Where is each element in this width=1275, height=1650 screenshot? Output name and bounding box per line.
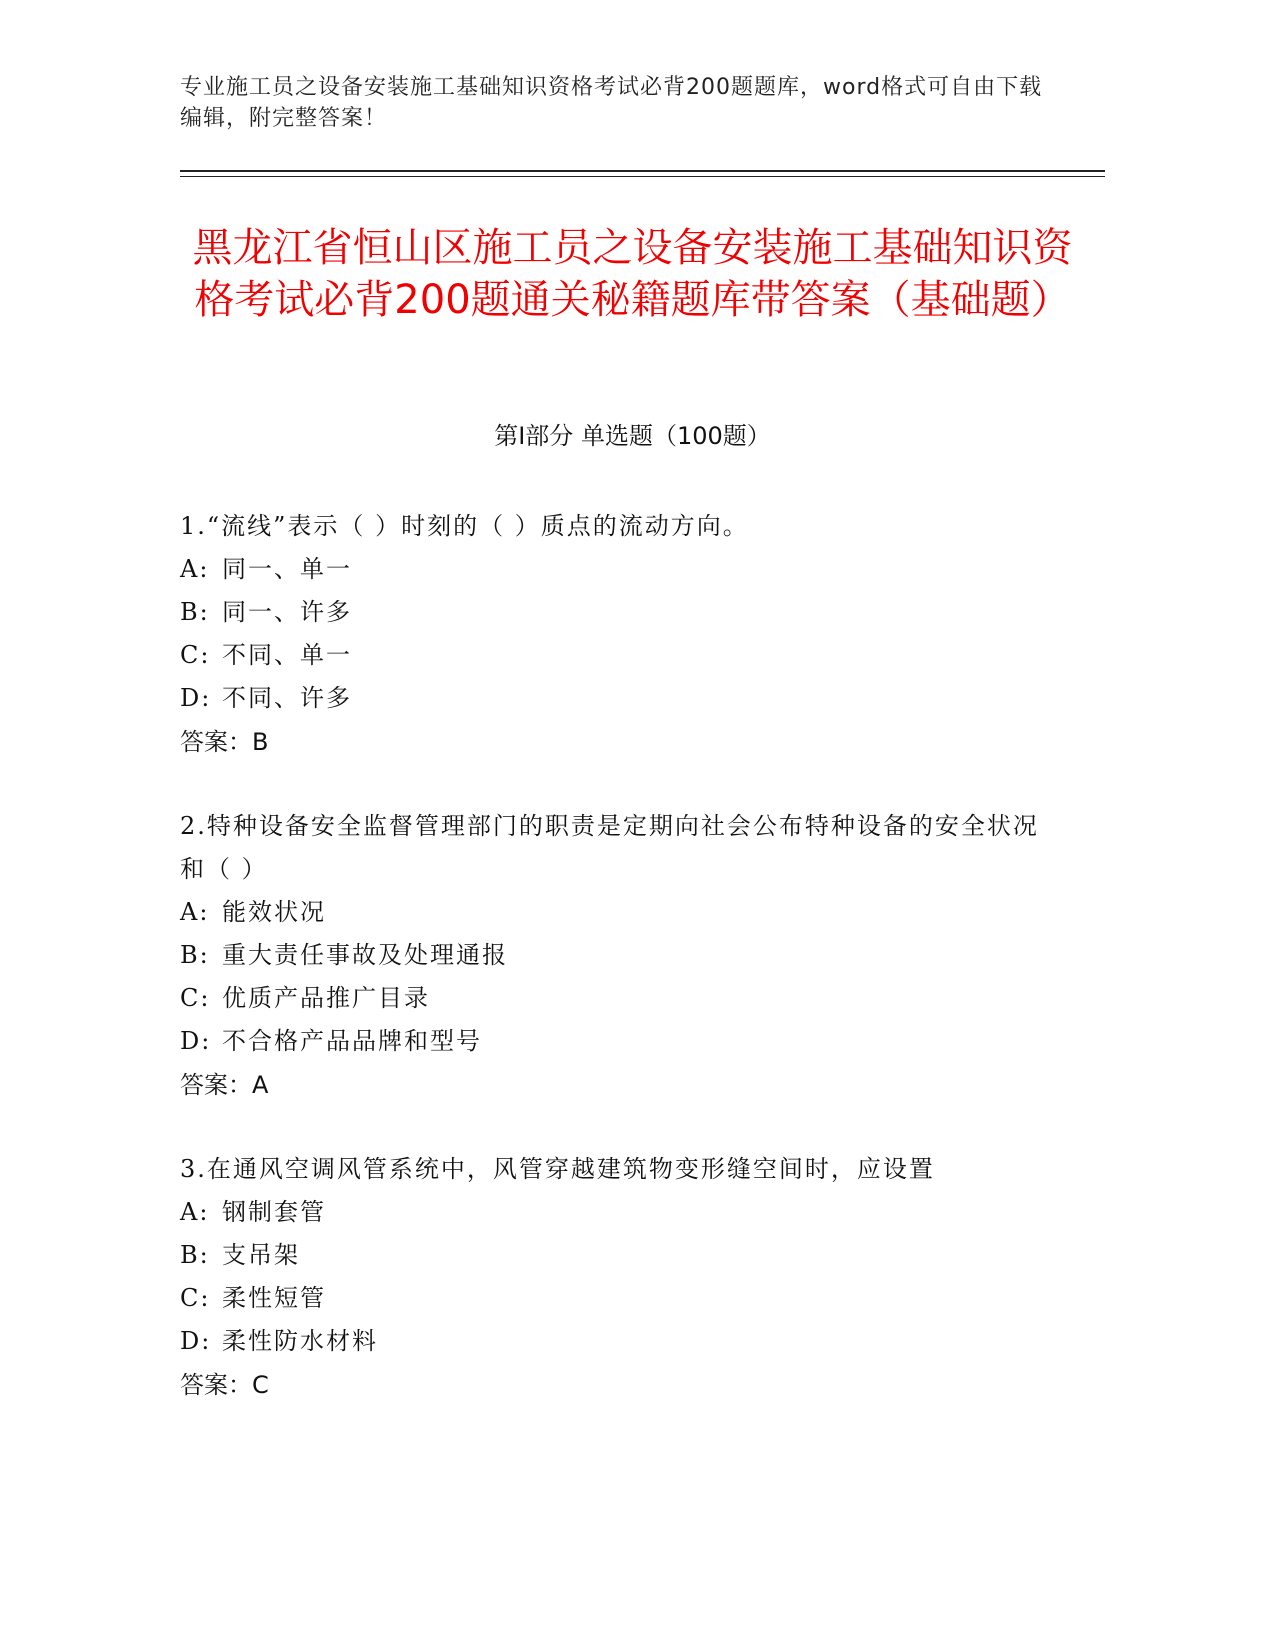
option-key: B: (180, 941, 210, 969)
answer-line: 答案：A (180, 1071, 269, 1099)
option-text: 不合格产品品牌和型号 (222, 1027, 482, 1055)
option-a (180, 891, 1040, 934)
answer-line: 答案：B (180, 728, 269, 756)
option-text: 同一、许多 (222, 598, 352, 626)
option-c (180, 977, 1040, 1020)
option-d (180, 1020, 1040, 1063)
option-text: 支吊架 (222, 1241, 300, 1269)
option-text: 同一、单一 (222, 555, 352, 583)
option-key: C: (180, 641, 211, 669)
option-key: D: (180, 684, 212, 712)
question-stem: 3.在通风空调风管系统中，风管穿越建筑物变形缝空间时，应设置 (180, 1155, 935, 1183)
option-d (180, 1320, 1040, 1363)
option-key: A: (180, 555, 210, 583)
section-heading: 第I部分 单选题（100题） (494, 422, 771, 450)
question-1 (180, 505, 1040, 765)
option-text: 钢制套管 (222, 1198, 326, 1226)
option-c (180, 1277, 1040, 1320)
option-text: 柔性防水材料 (222, 1327, 378, 1355)
option-c (180, 634, 1040, 677)
header-note: 专业施工员之设备安装施工基础知识资格考试必背200题题库，word格式可自由下载编辑，附完整答案！ (180, 75, 1043, 131)
question-stem: 1.“流线”表示（ ）时刻的（ ）质点的流动方向。 (180, 512, 749, 540)
option-d (180, 677, 1040, 720)
option-a (180, 1191, 1040, 1234)
option-key: D: (180, 1327, 212, 1355)
option-text: 不同、单一 (222, 641, 352, 669)
option-text: 柔性短管 (222, 1284, 326, 1312)
question-2 (180, 805, 1040, 1108)
option-key: A: (180, 1198, 210, 1226)
option-text: 优质产品推广目录 (222, 984, 430, 1012)
option-key: A: (180, 898, 210, 926)
option-key: B: (180, 1241, 210, 1269)
header-divider-thick (180, 170, 1105, 172)
option-key: C: (180, 1284, 211, 1312)
option-a (180, 548, 1040, 591)
option-text: 能效状况 (222, 898, 326, 926)
document-title: 黑龙江省恒山区施工员之设备安装施工基础知识资格考试必背200题通关秘籍题库带答案（基础题） (192, 225, 1073, 323)
option-b (180, 934, 1040, 977)
option-text: 重大责任事故及处理通报 (222, 941, 508, 969)
question-3 (180, 1148, 1040, 1408)
option-b (180, 1234, 1040, 1277)
option-key: D: (180, 1027, 212, 1055)
option-b (180, 591, 1040, 634)
answer-line: 答案：C (180, 1371, 269, 1399)
header-divider-thin (180, 176, 1105, 177)
option-key: C: (180, 984, 211, 1012)
option-key: B: (180, 598, 210, 626)
question-list (180, 505, 1040, 1448)
option-text: 不同、许多 (222, 684, 352, 712)
question-stem: 2.特种设备安全监督管理部门的职责是定期向社会公布特种设备的安全状况和（ ） (180, 812, 1039, 883)
